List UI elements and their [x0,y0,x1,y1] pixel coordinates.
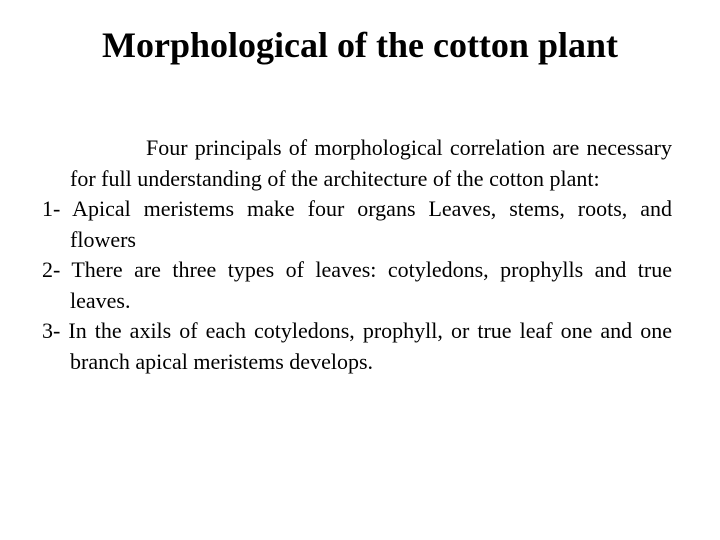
list-item-1: 1- Apical meristems make four organs Leaves, stems, roots, and flowers [42,196,672,252]
list-item-2: 2- There are three types of leaves: cotyledons, prophylls and true leaves. [42,257,672,313]
slide-title: Morphological of the cotton plant [102,25,618,65]
list-item-3: 3- In the axils of each cotyledons, prophyll, or true leaf one and one branch apical meristems develops. [42,318,672,374]
slide-body [42,133,672,377]
intro-paragraph: Four principals of morphological correlation are necessary for full understanding of the architecture of the cotton plant: [70,135,672,191]
